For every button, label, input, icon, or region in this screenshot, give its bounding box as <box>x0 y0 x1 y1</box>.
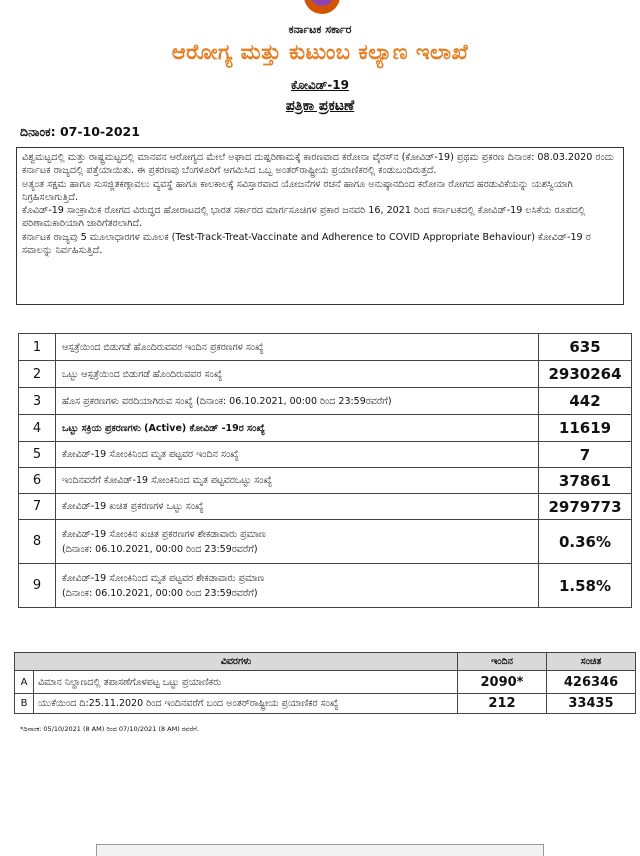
intro-paragraph: ಕೊವಿಡ್-19 ಸಾಂಕ್ರಾಮಿಕ ರೋಗದ ವಿರುದ್ಧದ ಹೋರಾಟದಲ್ಲಿ ಭಾರತ ಸರ್ಕಾರದ ಮಾರ್ಗಸೂಚಿಗಳ ಪ್ರಕಾರ ಜನವರಿ 16, 2021 ರಿಂದ ಕರ್ನಾಟಕದಲ್ಲಿ ಕೋವಿಡ್-19 ಲಸಿಕೆಯ ರೂಪದಲ್ಲಿ ಪರಿಣಾಮಕಾರಿಯಾಗಿ ಜಾರಿಗೆತರಲಾಗಿದೆ. <box>22 205 586 230</box>
row-number: 5 <box>19 442 56 468</box>
row-label: ಕೋವಿಡ್-19 ಸೋಂಕಿನಿಂದ ಮೃತ ಪಟ್ಟವರ ಇಂದಿನ ಸಂಖ್ಯೆ <box>56 442 539 468</box>
karnataka-emblem-icon <box>304 0 340 14</box>
table-row <box>19 520 632 564</box>
row-value: 2979773 <box>539 494 632 520</box>
row-number: 9 <box>19 564 56 608</box>
row-value: 442 <box>539 388 632 415</box>
table-row <box>19 361 632 388</box>
row-number: 8 <box>19 520 56 564</box>
row-total: 33435 <box>547 694 636 714</box>
row-value: 635 <box>539 334 632 361</box>
intro-paragraph: ಅತ್ಯಂತ ಸಕ್ಷಮ ಹಾಗೂ ಸುಸಜ್ಜಿತಕಣ್ಗಾವಲು ವ್ಯವಸ್ಥೆ ಹಾಗೂ ಕಾಲಕಾಲಕ್ಕೆ ಸವಿಸ್ತಾರವಾದ ಯೋಜನೆಗಳ ರಚನೆ ಹಾಗೂ ಅನುಷ್ಠಾನದಿಂದ ಕರೋನಾ ರೋಗದ ಹರಡುವಿಕೆಯನ್ನು ಯಶಸ್ವಿಯಾಗಿ ನಿಗ್ರಹಿಸಲಾಗುತ್ತಿದೆ. <box>22 178 573 203</box>
row-label: ಕೋವಿಡ್-19 ಸೋಂಕಿನ ಖಚಿತ ಪ್ರಕರಣಗಳ ಶೇಕಡಾವಾರು ಪ್ರಮಾಣ (ದಿನಾಂಕ: 06.10.2021, 00:00 ರಿಂದ 23:59ರವರೆಗೆ) <box>56 520 539 564</box>
row-label: ಕೋವಿಡ್-19 ಖಚಿತ ಪ್ರಕರಣಗಳ ಒಟ್ಟು ಸಂಖ್ಯೆ <box>56 494 539 520</box>
table-row <box>19 442 632 468</box>
row-number: 7 <box>19 494 56 520</box>
header-details: ವಿವರಗಳು <box>15 653 458 671</box>
row-label: ವಿಮಾನ ನಿಲ್ದಾಣದಲ್ಲಿ ತಪಾಸಣೆಗೊಳಪಟ್ಟ ಒಟ್ಟು ಪ್ರಯಾಣಿಕರು <box>34 671 458 694</box>
row-value: 7 <box>539 442 632 468</box>
intro-box <box>16 147 624 305</box>
row-value: 1.58% <box>539 564 632 608</box>
row-value: 11619 <box>539 415 632 442</box>
row-id: B <box>15 694 34 714</box>
table-row <box>19 494 632 520</box>
intro-paragraph: ಕರ್ನಾಟಕ ರಾಜ್ಯವು 5 ಮೂಲಾಧಾರಗಳ ಮೂಲಕ (Test-Track-Treat-Vaccinate and Adherence to COVID Appropriate Behaviour) ಕೋವಿಡ್-19 ರ ಸವಾಲನ್ನು ನಿರ್ವಹಿಸುತ್ತಿದೆ. <box>22 231 591 257</box>
table-row <box>15 694 636 714</box>
row-value: 37861 <box>539 468 632 494</box>
release-date: ದಿನಾಂಕ: 07-10-2021 <box>20 124 140 139</box>
row-label: ಒಟ್ಟು ಆಸ್ಪತ್ರೆಯಿಂದ ಬಿಡುಗಡೆ ಹೊಂದಿರುವವರ ಸಂಖ್ಯೆ <box>56 361 539 388</box>
table-row <box>15 671 636 694</box>
stats-table <box>18 333 632 608</box>
row-number: 2 <box>19 361 56 388</box>
row-number: 6 <box>19 468 56 494</box>
government-name: ಕರ್ನಾಟಕ ಸರ್ಕಾರ <box>288 23 352 36</box>
bottom-banner-image <box>96 844 544 856</box>
table-header-row <box>15 653 636 671</box>
table-row <box>19 564 632 608</box>
row-label: ಹೊಸ ಪ್ರಕರಣಗಳು ವರದಿಯಾಗಿರುವ ಸಂಖ್ಯೆ (ದಿನಾಂಕ: 06.10.2021, 00:00 ರಿಂದ 23:59ರವರೆಗೆ) <box>56 388 539 415</box>
row-today: 212 <box>458 694 547 714</box>
intro-paragraph: ವಿಶ್ವಮಟ್ಟದಲ್ಲಿ ಮತ್ತು ರಾಷ್ಟ್ರಮಟ್ಟದಲ್ಲಿ ಮಾನವನ ಆರೋಗ್ಯದ ಮೇಲೆ ಅಘಾದ ದುಷ್ಪರಿಣಾಮಕ್ಕೆ ಕಾರಣವಾದ ಕರೋನಾ ವೈರಸ್‌ನ (ಕೋವಿಡ್-19) ಪ್ರಥಮ ಪ್ರಕರಣ ದಿನಾಂಕ: 08.03.2020 ರಂದು ಕರ್ನಾಟಕ ರಾಜ್ಯದಲ್ಲಿ ಪತ್ತೆಯಾಯಿತು. ಈ ಪ್ರಕರಣವು ಬೆಂಗಳೂರಿಗೆ ಆಗಮಿಸಿದ ಒಬ್ಬ ಅಂತರ್‌ರಾಷ್ಟ್ರೀಯ ಪ್ರಯಾಣಿಕರಲ್ಲಿ ಕಂಡುಬಂದಿರುತ್ತದೆ. <box>22 152 614 177</box>
row-number: 4 <box>19 415 56 442</box>
row-value: 2930264 <box>539 361 632 388</box>
row-label: ಆಸ್ಪತ್ರೆಯಿಂದ ಬಿಡುಗಡೆ ಹೊಂದಿರುವವರ ಇಂದಿನ ಪ್ರಕರಣಗಳ ಸಂಖ್ಯೆ <box>56 334 539 361</box>
row-id: A <box>15 671 34 694</box>
row-today: 2090* <box>458 671 547 694</box>
header-cumulative: ಸಂಚಿತ <box>547 653 636 671</box>
footnote: *ದಿನಾಂಕ: 05/10/2021 (8 AM) ರಿಂದ 07/10/2021 (8 AM) ರವರೆಗೆ. <box>20 725 199 733</box>
travel-table <box>14 652 636 714</box>
table-row <box>19 468 632 494</box>
row-label: ಯುಕೆಯಿಂದ ದಿ:25.11.2020 ರಿಂದ ಇಂದಿನವರೆಗೆ ಬಂದ ಅಂತರ್‌ರಾಷ್ಟ್ರೀಯ ಪ್ರಯಾಣಿಕರ ಸಂಖ್ಯೆ <box>34 694 458 714</box>
row-label: ಇಂದಿನವರೆಗೆ ಕೋವಿಡ್-19 ಸೋಂಕಿನಿಂದ ಮೃತ ಪಟ್ಟವರಒಟ್ಟು ಸಂಖ್ಯೆ <box>56 468 539 494</box>
covid-heading: ಕೋವಿಡ್-19 <box>291 78 349 92</box>
row-value: 0.36% <box>539 520 632 564</box>
row-label: ಒಟ್ಟು ಸಕ್ರಿಯ ಪ್ರಕರಣಗಳು (Active) ಕೋವಿಡ್ -19ರ ಸಂಖ್ಯೆ <box>56 415 539 442</box>
row-number: 1 <box>19 334 56 361</box>
header-today: ಇಂದಿನ <box>458 653 547 671</box>
row-total: 426346 <box>547 671 636 694</box>
row-label: ಕೋವಿಡ್-19 ಸೋಂಕಿನಿಂದ ಮೃತ ಪಟ್ಟವರ ಶೇಕಡಾವಾರು ಪ್ರಮಾಣ (ದಿನಾಂಕ: 06.10.2021, 00:00 ರಿಂದ 23:59ರವರೆಗೆ) <box>56 564 539 608</box>
table-row <box>19 388 632 415</box>
row-number: 3 <box>19 388 56 415</box>
table-row <box>19 415 632 442</box>
department-title: ಆರೋಗ್ಯ ಮತ್ತು ಕುಟುಂಬ ಕಲ್ಯಾಣ ಇಲಾಖೆ <box>171 40 469 64</box>
table-row <box>19 334 632 361</box>
press-release-heading: ಪತ್ರಿಕಾ ಪ್ರಕಟಣೆ <box>285 98 355 114</box>
